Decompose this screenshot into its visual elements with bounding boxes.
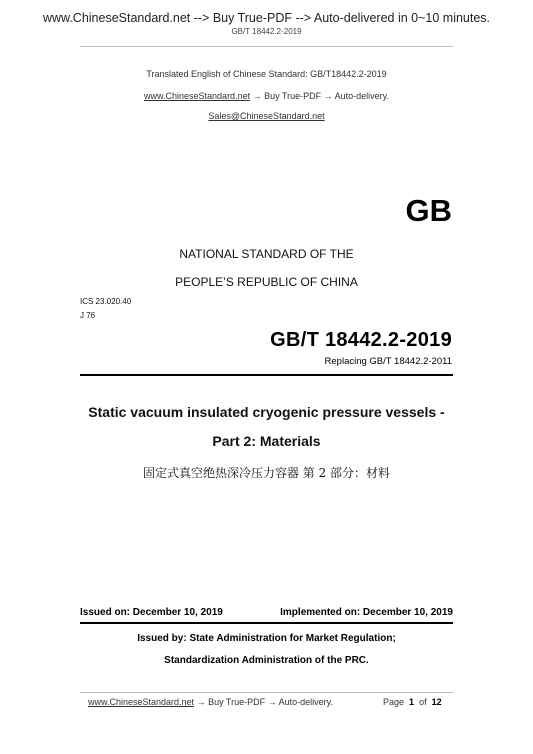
issued-date: Issued on: December 10, 2019: [80, 607, 223, 618]
ccs-code: J 76: [80, 311, 96, 320]
title-english-line1: Static vacuum insulated cryogenic pressure vessels -: [88, 404, 445, 420]
page-total: 12: [431, 697, 442, 707]
replacing-note: Replacing GB/T 18442.2-2011: [324, 356, 452, 367]
email-line: [0, 111, 533, 121]
ics-code: ICS 23.020.40: [80, 297, 132, 306]
header-doc-number: GB/T 18442.2-2019: [231, 27, 302, 36]
site-link[interactable]: www.ChineseStandard.net: [144, 91, 251, 101]
translation-line: Translated English of Chinese Standard: GB/T18442.2-2019: [146, 69, 387, 79]
footer-divider: [80, 692, 453, 693]
footer-site-link[interactable]: www.ChineseStandard.net: [88, 697, 195, 707]
translation-link-line: [0, 91, 533, 101]
gb-logo: GB: [405, 193, 452, 228]
republic-line: PEOPLE’S REPUBLIC OF CHINA: [175, 275, 358, 289]
header-divider: [80, 46, 453, 47]
national-standard-line: NATIONAL STANDARD OF THE: [179, 247, 354, 261]
footer-link-suffix: → Buy True-PDF → Auto-delivery.: [194, 697, 333, 707]
email-link[interactable]: Sales@ChineseStandard.net: [208, 111, 325, 121]
site-link-suffix: → Buy True-PDF → Auto-delivery.: [250, 91, 389, 101]
title-divider: [80, 374, 453, 376]
title-chinese: 固定式真空绝热深冷压力容器 第 2 部分：材料: [142, 466, 391, 480]
page-current: 1: [409, 697, 415, 707]
implemented-date: Implemented on: December 10, 2019: [280, 607, 453, 618]
standard-code: GB/T 18442.2-2019: [270, 329, 452, 351]
page-indicator: [383, 697, 442, 707]
top-banner: www.ChineseStandard.net --> Buy True-PDF --> Auto-delivered in 0~10 minutes.: [42, 11, 491, 25]
title-english-line2: Part 2: Materials: [212, 433, 321, 449]
dates-divider: [80, 622, 453, 624]
page-of: of: [419, 697, 427, 707]
footer-link-line: [88, 697, 333, 707]
issuer-line2: Standardization Administration of the PRC.: [164, 655, 369, 666]
page-label: Page: [383, 697, 405, 707]
issuer-line1: Issued by: State Administration for Market Regulation;: [137, 633, 396, 644]
